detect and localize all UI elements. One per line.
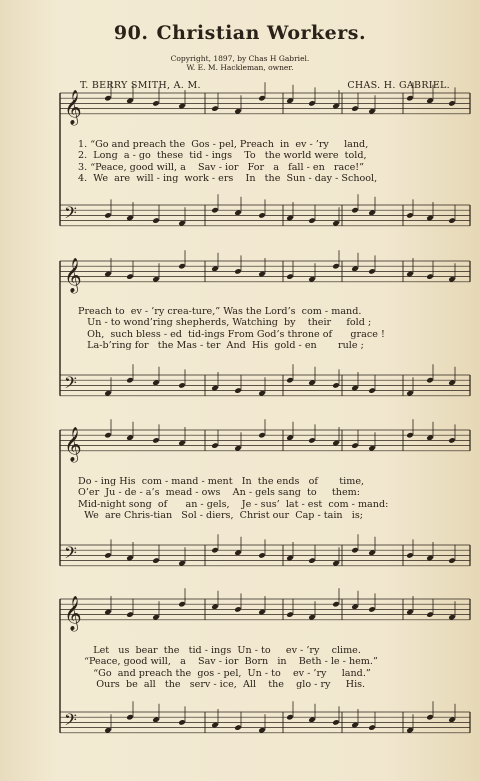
treble-clef-icon: 𝄞 (64, 257, 82, 293)
hymn-number: 90. (113, 22, 149, 44)
lyric-line: Preach to ev - ’ry crea-ture,” Was the Lord’s com - mand. (78, 306, 362, 317)
lyric-line: Oh, such bless - ed tid-ings From God’s throne of grace ! (78, 328, 385, 340)
bass-clef-icon: 𝄢 (64, 542, 77, 567)
lyric-line: 2. Long a - go these tid - ings To the world were told, (78, 150, 367, 162)
bass-clef-icon: 𝄢 (64, 372, 77, 397)
lyric-line: Do - ing His com - mand - ment In the ends of time, (78, 476, 365, 487)
hymn-title: Christian Workers. (156, 22, 367, 44)
lyricist-credit: T. BERRY SMITH, A. M. (80, 80, 201, 91)
lyric-line: 4. We are will - ing work - ers In the Sun - day - School, (78, 173, 378, 185)
lyric-line: We are Chris-tian Sol - diers, Christ our Cap - tain is; (78, 510, 363, 522)
system-3-lyrics (78, 476, 458, 522)
lyric-line: Mid-night song of an - gels, Je - sus’ lat - est com - mand: (78, 498, 389, 510)
bass-clef-icon: 𝄢 (64, 202, 77, 227)
bass-clef-icon: 𝄢 (64, 709, 77, 734)
lyric-line: Un - to wond’ring shepherds, Watching by their fold ; (78, 317, 372, 329)
lyric-line: “Go and preach the gos - pel, Un - to ev - ’ry land.” (78, 667, 371, 679)
system-1-lyrics (78, 139, 458, 185)
system-2-lyrics (78, 306, 458, 352)
treble-clef-icon: 𝄞 (64, 89, 82, 125)
lyric-line: 1. “Go and preach the Gos - pel, Preach in ev - ’ry land, (78, 139, 369, 150)
lyric-line: O’er Ju - de - a’s mead - ows An - gels sang to them: (78, 487, 360, 499)
lyric-line: Let us bear the tid - ings Un - to ev - ’ry clime. (78, 645, 361, 656)
composer-credit: CHAS. H. GABRIEL. (347, 80, 450, 91)
lyric-line: 3. “Peace, good will, a Sav - ior For a fall - en race!” (78, 161, 365, 173)
lyric-line: La-b’ring for the Mas - ter And His gold - en rule ; (78, 340, 364, 352)
copyright-line-1: Copyright, 1897, by Chas H Gabriel. (170, 54, 310, 63)
system-4-lyrics (78, 645, 458, 691)
lyric-line: Ours be all the serv - ice, All the glo - ry His. (78, 679, 366, 691)
copyright-line-2: W. E. M. Hackleman, owner. (186, 63, 294, 72)
treble-clef-icon: 𝄞 (64, 426, 82, 462)
treble-clef-icon: 𝄞 (64, 595, 82, 631)
lyric-line: “Peace, good will, a Sav - ior Born in Beth - le - hem.” (78, 656, 378, 668)
